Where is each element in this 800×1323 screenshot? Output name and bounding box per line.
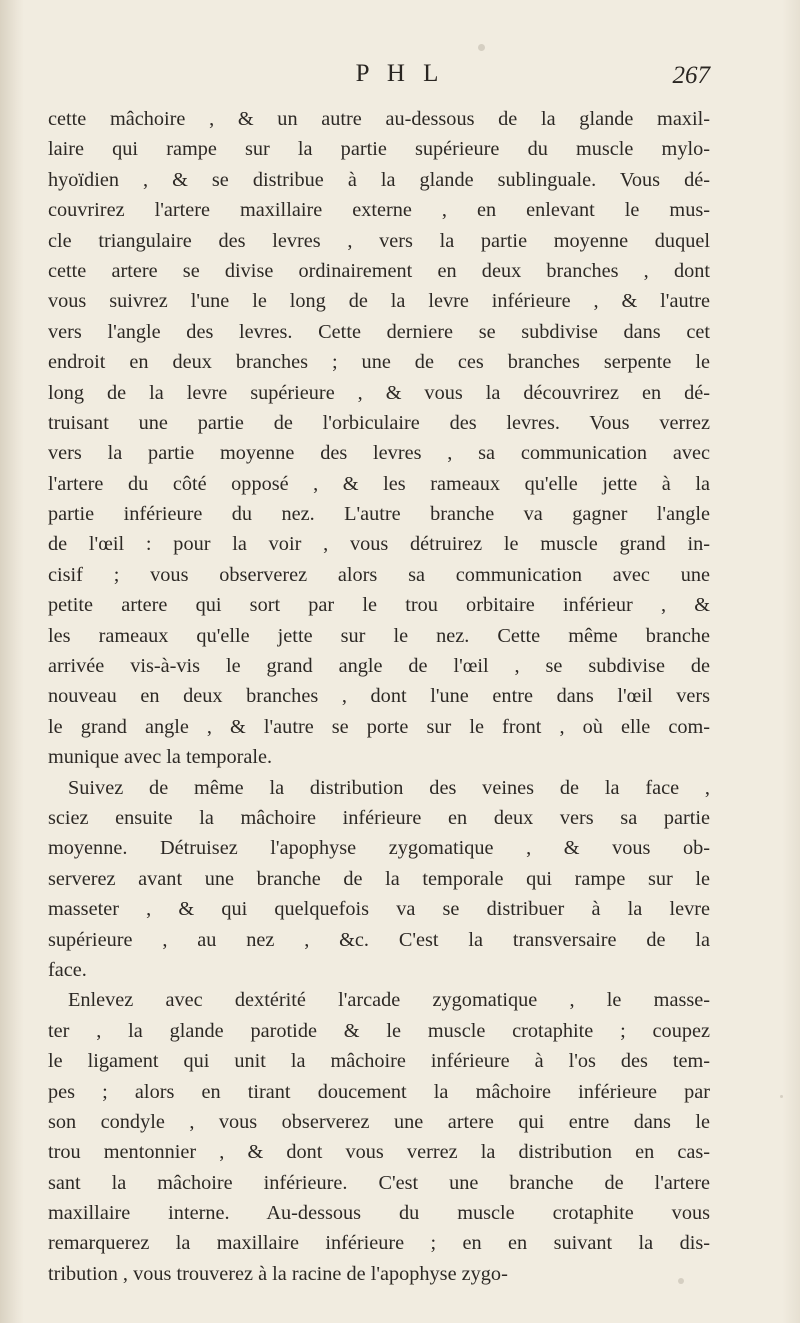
text-line: munique avec la temporale. — [48, 746, 273, 769]
text-line: maxillaire interne. Au-dessous du muscle crotaphite vous — [48, 1202, 710, 1225]
paragraph — [48, 773, 710, 986]
paragraph — [48, 104, 710, 773]
text-line: cisif ; vous observerez alors sa communication avec une — [48, 563, 710, 586]
text-line: cette artere se divise ordinairement en deux branches , dont — [48, 259, 710, 282]
text-line: ter , la glande parotide & le muscle crotaphite ; coupez — [48, 1019, 710, 1042]
text-line: masseter , & qui quelquefois va se distribuer à la levre — [48, 898, 710, 921]
paragraph — [48, 985, 710, 1289]
text-line: hyoïdien , & se distribue à la glande sublinguale. Vous dé- — [48, 168, 710, 191]
text-line: l'artere du côté opposé , & les rameaux qu'elle jette à la — [48, 472, 710, 495]
text-line: arrivée vis-à-vis le grand angle de l'œil , se subdivise de — [48, 655, 710, 678]
paper-speck — [478, 44, 485, 51]
text-line: de l'œil : pour la voir , vous détruirez le muscle grand in- — [48, 533, 710, 556]
text-line: cle triangulaire des levres , vers la partie moyenne duquel — [48, 229, 710, 252]
text-line: pes ; alors en tirant doucement la mâchoire inférieure par — [48, 1080, 710, 1103]
text-line: vers la partie moyenne des levres , sa communication avec — [48, 442, 710, 465]
text-line: supérieure , au nez , &c. C'est la transversaire de la — [48, 928, 710, 951]
text-line: couvrirez l'artere maxillaire externe , en enlevant le mus- — [48, 199, 710, 222]
text-line: serverez avant une branche de la temporale qui rampe sur le — [48, 867, 710, 890]
text-line: laire qui rampe sur la partie supérieure du muscle mylo- — [48, 138, 710, 161]
text-line: nouveau en deux branches , dont l'une entre dans l'œil vers — [48, 685, 710, 708]
text-line: petite artere qui sort par le trou orbitaire inférieur , & — [48, 594, 710, 617]
text-line: cette mâchoire , & un autre au-dessous de la glande maxil- — [48, 108, 710, 130]
text-line: moyenne. Détruisez l'apophyse zygomatique , & vous ob- — [48, 837, 710, 860]
text-line: le grand angle , & l'autre se porte sur le front , où elle com- — [48, 715, 710, 738]
text-line: truisant une partie de l'orbiculaire des levres. Vous verrez — [48, 411, 710, 434]
text-line: trou mentonnier , & dont vous verrez la distribution en cas- — [48, 1141, 710, 1164]
text-line: face. — [48, 958, 87, 981]
text-line: endroit en deux branches ; une de ces branches serpente le — [48, 351, 710, 374]
text-line: les rameaux qu'elle jette sur le nez. Cette même branche — [48, 624, 710, 647]
page-edge-shadow — [782, 0, 800, 1323]
text-line: vers l'angle des levres. Cette derniere se subdivise dans cet — [48, 320, 710, 343]
text-line: remarquerez la maxillaire inférieure ; en en suivant la dis- — [48, 1232, 710, 1255]
page-spine-shadow — [0, 0, 24, 1323]
running-head: P H L — [355, 60, 445, 87]
text-line: sciez ensuite la mâchoire inférieure en deux vers sa partie — [48, 806, 710, 829]
paper-speck — [678, 1278, 684, 1284]
body-text — [48, 104, 710, 1289]
text-line: partie inférieure du nez. L'autre branche va gagner l'angle — [48, 503, 710, 526]
text-line: tribution , vous trouverez à la racine de l'apophyse zygo- — [48, 1262, 508, 1285]
text-line: son condyle , vous observerez une artere qui entre dans le — [48, 1110, 710, 1133]
text-line: Suivez de même la distribution des veines de la face , — [68, 776, 710, 799]
page-header — [50, 60, 710, 100]
text-line: le ligament qui unit la mâchoire inférieure à l'os des tem- — [48, 1050, 710, 1073]
text-line: sant la mâchoire inférieure. C'est une branche de l'artere — [48, 1171, 710, 1194]
paper-speck — [780, 1095, 783, 1098]
text-line: Enlevez avec dextérité l'arcade zygomatique , le masse- — [68, 989, 710, 1012]
text-line: vous suivrez l'une le long de la levre inférieure , & l'autre — [48, 290, 710, 313]
page-number: 267 — [672, 62, 710, 89]
text-line: long de la levre supérieure , & vous la découvrirez en dé- — [48, 381, 710, 404]
